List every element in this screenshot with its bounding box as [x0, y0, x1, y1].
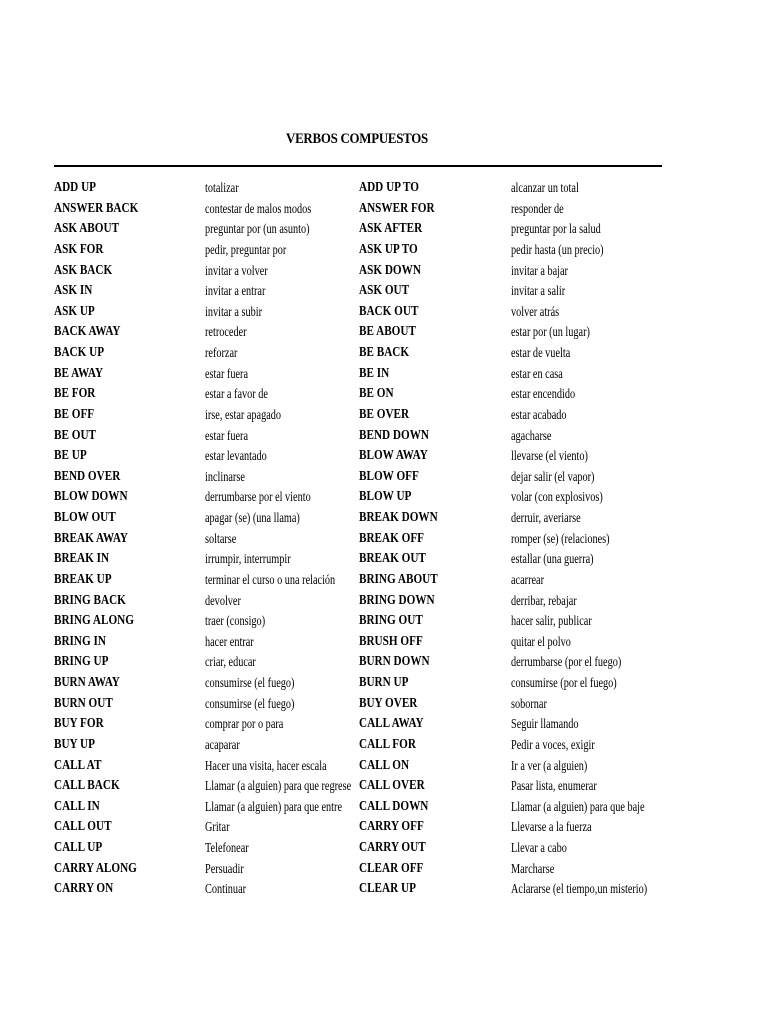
- verb-right: BLOW UP: [359, 489, 412, 505]
- meaning-left: terminar el curso o una relación: [205, 571, 336, 587]
- meaning-left: estar fuera: [205, 427, 249, 443]
- verb-right: BE OVER: [359, 406, 410, 422]
- verb-right: BUY OVER: [359, 695, 418, 711]
- table-row: [54, 797, 694, 818]
- meaning-left: invitar a subir: [205, 303, 262, 319]
- meaning-left: soltarse: [205, 530, 237, 546]
- meaning-right: Llevar a cabo: [511, 840, 567, 855]
- verb-left: CARRY ALONG: [54, 860, 137, 876]
- meaning-right: estallar (una guerra): [511, 551, 594, 567]
- meaning-left: irse, estar apagado: [205, 406, 282, 422]
- verb-left: ADD UP: [54, 180, 96, 195]
- verb-right: ASK UP TO: [359, 241, 418, 257]
- table-row: [54, 735, 694, 756]
- table-row: [54, 240, 694, 261]
- meaning-left: criar, educar: [205, 654, 256, 670]
- meaning-right: hacer salir, publicar: [511, 613, 592, 629]
- meaning-left: comprar por o para: [205, 716, 284, 732]
- meaning-right: derrumbarse (por el fuego): [511, 654, 622, 670]
- table-row: [54, 652, 694, 673]
- verb-left: BURN AWAY: [54, 675, 120, 690]
- meaning-right: invitar a salir: [511, 283, 566, 299]
- verb-right: ASK AFTER: [359, 221, 423, 237]
- table-row: [54, 694, 694, 715]
- meaning-right: acarrear: [511, 571, 545, 587]
- verb-right: BLOW AWAY: [359, 448, 428, 464]
- meaning-right: estar encendido: [511, 386, 576, 402]
- meaning-left: inclinarse: [205, 468, 245, 484]
- verb-left: BRING ALONG: [54, 613, 134, 629]
- table-row: [54, 859, 694, 880]
- table-row: [54, 591, 694, 612]
- title-divider: [54, 165, 662, 167]
- meaning-left: Telefonear: [205, 840, 249, 855]
- meaning-left: Llamar (a alguien) para que entre: [205, 798, 343, 814]
- verb-right: BLOW OFF: [359, 468, 419, 484]
- verb-right: BRUSH OFF: [359, 633, 423, 649]
- verb-left: BLOW OUT: [54, 510, 116, 525]
- meaning-right: consumirse (por el fuego): [511, 675, 617, 690]
- verb-right: CALL FOR: [359, 736, 416, 752]
- meaning-right: agacharse: [511, 427, 552, 443]
- verb-left: BRING BACK: [54, 592, 126, 608]
- verb-right: BRING DOWN: [359, 592, 435, 608]
- verb-left: BREAK UP: [54, 571, 112, 587]
- meaning-right: Aclararse (el tiempo,un misterio): [511, 881, 648, 897]
- meaning-right: responder de: [511, 200, 564, 216]
- meaning-left: invitar a volver: [205, 262, 268, 278]
- verb-right: BREAK OUT: [359, 551, 426, 567]
- meaning-right: pedir hasta (un precio): [511, 241, 604, 257]
- meaning-left: contestar de malos modos: [205, 200, 312, 216]
- meaning-left: Continuar: [205, 881, 247, 897]
- verb-right: BE BACK: [359, 345, 410, 360]
- table-row: [54, 570, 694, 591]
- table-row: [54, 384, 694, 405]
- meaning-left: estar a favor de: [205, 386, 268, 402]
- meaning-left: Persuadir: [205, 860, 244, 876]
- verb-right: BEND DOWN: [359, 427, 430, 443]
- meaning-left: retroceder: [205, 324, 247, 340]
- table-row: [54, 611, 694, 632]
- table-row: [54, 302, 694, 323]
- verb-right: BE ABOUT: [359, 324, 416, 340]
- verb-left: BREAK IN: [54, 551, 110, 567]
- meaning-left: acaparar: [205, 736, 240, 752]
- verb-left: ASK FOR: [54, 241, 104, 257]
- verb-right: BRING ABOUT: [359, 571, 438, 587]
- table-row: [54, 405, 694, 426]
- table-row: [54, 178, 694, 199]
- verb-left: BUY UP: [54, 736, 95, 752]
- verb-right: BE ON: [359, 386, 394, 402]
- verb-left: BE OUT: [54, 427, 97, 443]
- meaning-left: estar levantado: [205, 448, 267, 464]
- verb-right: ANSWER FOR: [359, 200, 435, 216]
- verb-right: CALL AWAY: [359, 716, 424, 732]
- verb-left: ASK ABOUT: [54, 221, 120, 237]
- meaning-right: estar acabado: [511, 406, 567, 422]
- meaning-right: Llevarse a la fuerza: [511, 819, 592, 835]
- table-row: [54, 632, 694, 653]
- verb-left: CARRY ON: [54, 881, 114, 897]
- meaning-left: apagar (se) (una llama): [205, 510, 300, 525]
- verb-left: CALL UP: [54, 840, 103, 855]
- meaning-left: Gritar: [205, 819, 230, 835]
- meaning-right: romper (se) (relaciones): [511, 530, 610, 546]
- verb-left: BE UP: [54, 448, 87, 464]
- meaning-left: totalizar: [205, 180, 239, 195]
- table-row: [54, 838, 694, 859]
- phrasal-verbs-table: [54, 178, 694, 900]
- table-row: [54, 756, 694, 777]
- table-row: [54, 219, 694, 240]
- verb-left: ASK IN: [54, 283, 93, 299]
- verb-left: CALL BACK: [54, 778, 120, 794]
- meaning-right: Pasar lista, enumerar: [511, 778, 597, 794]
- table-row: [54, 508, 694, 529]
- meaning-left: pedir, preguntar por: [205, 241, 287, 257]
- meaning-right: Llamar (a alguien) para que baje: [511, 798, 645, 814]
- table-row: [54, 776, 694, 797]
- meaning-left: Llamar (a alguien) para que regrese: [205, 778, 352, 794]
- verb-right: BREAK OFF: [359, 530, 425, 546]
- verb-right: BRING OUT: [359, 613, 423, 629]
- table-row: [54, 487, 694, 508]
- verb-left: BLOW DOWN: [54, 489, 128, 505]
- table-row: [54, 817, 694, 838]
- verb-left: CALL IN: [54, 798, 100, 814]
- meaning-left: traer (consigo): [205, 613, 266, 629]
- verb-right: BACK OUT: [359, 303, 419, 319]
- verb-right: CLEAR OFF: [359, 860, 424, 876]
- table-row: [54, 467, 694, 488]
- verb-right: BURN UP: [359, 675, 409, 690]
- meaning-right: sobornar: [511, 695, 547, 711]
- table-row: [54, 549, 694, 570]
- verb-right: CALL DOWN: [359, 798, 429, 814]
- page-title: VERBOS COMPUESTOS: [286, 131, 428, 147]
- verb-right: CALL OVER: [359, 778, 425, 794]
- meaning-left: invitar a entrar: [205, 283, 266, 299]
- meaning-right: Pedir a voces, exigir: [511, 736, 595, 752]
- table-row: [54, 322, 694, 343]
- verb-left: CALL OUT: [54, 819, 112, 835]
- verb-left: ANSWER BACK: [54, 200, 139, 216]
- verb-left: ASK UP: [54, 303, 95, 319]
- table-row: [54, 261, 694, 282]
- verb-right: ASK DOWN: [359, 262, 421, 278]
- table-row: [54, 364, 694, 385]
- meaning-right: estar en casa: [511, 365, 563, 381]
- meaning-right: volar (con explosivos): [511, 489, 603, 505]
- verb-left: BRING UP: [54, 654, 109, 670]
- table-row: [54, 281, 694, 302]
- meaning-right: derribar, rebajar: [511, 592, 577, 608]
- verb-left: BE FOR: [54, 386, 96, 402]
- verb-left: BACK UP: [54, 345, 105, 360]
- meaning-right: Ir a ver (a alguien): [511, 757, 588, 773]
- table-row: [54, 879, 694, 900]
- verb-left: BACK AWAY: [54, 324, 121, 340]
- verb-left: BREAK AWAY: [54, 530, 128, 546]
- verb-right: ASK OUT: [359, 283, 410, 299]
- table-row: [54, 446, 694, 467]
- table-row: [54, 529, 694, 550]
- meaning-left: hacer entrar: [205, 633, 254, 649]
- verb-left: BRING IN: [54, 633, 106, 649]
- verb-right: CARRY OFF: [359, 819, 424, 835]
- meaning-right: Marcharse: [511, 860, 555, 876]
- verb-right: CLEAR UP: [359, 881, 416, 897]
- meaning-right: derruir, averiarse: [511, 510, 581, 525]
- meaning-right: invitar a bajar: [511, 262, 568, 278]
- meaning-right: llevarse (el viento): [511, 448, 588, 464]
- meaning-left: devolver: [205, 592, 241, 608]
- verb-left: CALL AT: [54, 757, 102, 773]
- verb-left: BE AWAY: [54, 365, 104, 381]
- verb-right: BREAK DOWN: [359, 510, 438, 525]
- table-row: [54, 426, 694, 447]
- verb-right: CARRY OUT: [359, 840, 426, 855]
- verb-right: BE IN: [359, 365, 390, 381]
- verb-left: BEND OVER: [54, 468, 121, 484]
- verb-right: BURN DOWN: [359, 654, 430, 670]
- meaning-left: reforzar: [205, 345, 238, 360]
- verb-right: ADD UP TO: [359, 180, 419, 195]
- verb-left: BURN OUT: [54, 695, 113, 711]
- table-row: [54, 673, 694, 694]
- meaning-left: irrumpir, interrumpir: [205, 551, 291, 567]
- meaning-left: preguntar por (un asunto): [205, 221, 310, 237]
- table-row: [54, 343, 694, 364]
- meaning-right: estar por (un lugar): [511, 324, 590, 340]
- meaning-right: volver atrás: [511, 303, 560, 319]
- meaning-right: quitar el polvo: [511, 633, 571, 649]
- meaning-left: estar fuera: [205, 365, 249, 381]
- verb-left: BE OFF: [54, 406, 95, 422]
- table-row: [54, 199, 694, 220]
- table-row: [54, 714, 694, 735]
- meaning-left: consumirse (el fuego): [205, 675, 295, 690]
- meaning-left: consumirse (el fuego): [205, 695, 295, 711]
- verb-left: BUY FOR: [54, 716, 104, 732]
- verb-right: CALL ON: [359, 757, 410, 773]
- meaning-left: derrumbarse por el viento: [205, 489, 311, 505]
- meaning-right: Seguir llamando: [511, 716, 579, 732]
- meaning-right: estar de vuelta: [511, 345, 571, 360]
- meaning-right: alcanzar un total: [511, 180, 579, 195]
- meaning-left: Hacer una visita, hacer escala: [205, 757, 327, 773]
- meaning-right: preguntar por la salud: [511, 221, 601, 237]
- verb-left: ASK BACK: [54, 262, 113, 278]
- meaning-right: dejar salir (el vapor): [511, 468, 595, 484]
